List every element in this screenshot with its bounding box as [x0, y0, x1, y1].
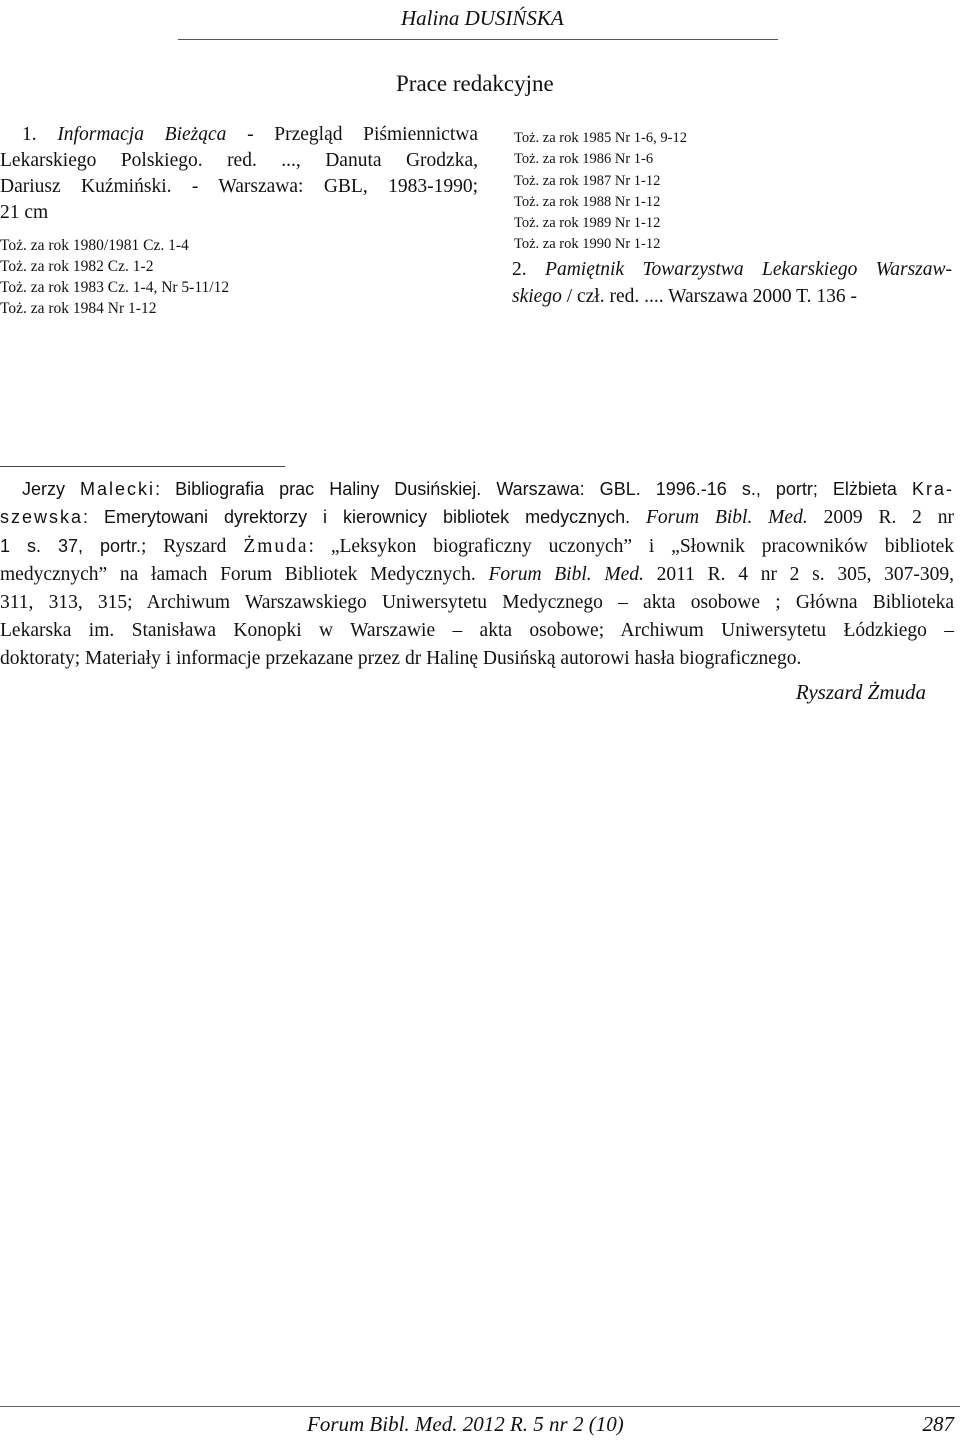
issue-item: Toż. za rok 1985 Nr 1-6, 9-12 — [514, 130, 687, 146]
author-first: Jerzy — [22, 479, 66, 499]
author-last: Kra- — [911, 479, 954, 499]
right-column — [512, 128, 952, 307]
entry-2-number: 2. — [512, 259, 527, 280]
entry-2-line-2 — [512, 283, 952, 310]
entry-1-line-3: Dariusz Kuźmiński. - Warszawa: GBL, 1983-1990; — [0, 176, 478, 197]
issue-item: Toż. za rok 1987 Nr 1-12 — [514, 172, 661, 189]
running-head: Halina DUSIŃSKA — [401, 6, 564, 30]
entry-1-line-1 — [0, 122, 478, 148]
footnote-line-5: 311, 313, 315; Archiwum Warszawskiego Uniwersytetu Medycznego – akta osobowe ; Główna Biblioteka — [0, 592, 954, 613]
footnote-line-1 — [0, 475, 954, 503]
author-last: Malecki — [80, 479, 156, 499]
issue-item: Toż. za rok 1983 Cz. 1-4, Nr 5-11/12 — [0, 279, 230, 296]
entry-2-title-cont: skiego — [512, 286, 562, 307]
entry-2-line-1 — [512, 256, 952, 283]
issue-item: Toż. za rok 1986 Nr 1-6 — [514, 151, 654, 168]
page-number: 287 — [922, 1412, 954, 1436]
issue-item: Toż. za rok 1990 Nr 1-12 — [514, 236, 661, 253]
journal-name: Forum Bibl. Med. — [646, 507, 808, 528]
signature: Ryszard Żmuda — [795, 680, 926, 704]
footnote-line-2 — [0, 503, 954, 532]
footnote-text: : Bibliografia prac Haliny Dusińskiej. Warszawa: GBL. 1996.-16 s., portr; Elżbieta — [155, 479, 897, 499]
entry-2 — [512, 256, 952, 310]
header-rule — [178, 39, 778, 40]
footnote-line-4 — [0, 561, 954, 589]
footnote-text: 2011 R. 4 nr 2 s. 305, 307-309, — [656, 564, 955, 585]
entry-1-line-2: Lekarskiego Polskiego. red. ..., Danuta Grodzka, — [0, 150, 478, 171]
footnote-line-6: Lekarska im. Stanisława Konopki w Warszawie – akta osobowe; Archiwum Uniwersytetu Łódzkiego – — [0, 620, 954, 641]
footnote-text: 2009 R. 2 nr — [823, 507, 955, 528]
entry-2-rest: / czł. red. .... Warszawa 2000 T. 136 - — [566, 286, 858, 307]
issue-item: Toż. za rok 1988 Nr 1-12 — [514, 193, 661, 210]
footnote-text: : Emerytowani dyrektorzy i kierownicy bibliotek medycznych. — [83, 507, 631, 527]
entry-1-issues-right — [514, 128, 952, 256]
footnote-line-3 — [0, 532, 954, 561]
entry-1-description — [0, 122, 478, 226]
footnote-text: medycznych” na łamach Forum Bibliotek Medycznych. — [0, 564, 476, 585]
issue-item: Toż. za rok 1989 Nr 1-12 — [514, 215, 661, 232]
footer-rule — [0, 1406, 960, 1407]
issue-item: Toż. za rok 1982 Cz. 1-2 — [0, 258, 154, 275]
issue-item: Toż. za rok 1984 Nr 1-12 — [0, 300, 157, 317]
issue-item: Toż. za rok 1980/1981 Cz. 1-4 — [0, 237, 189, 254]
entry-1-issues-left — [0, 235, 229, 319]
entry-1-line-4: 21 cm — [0, 202, 49, 223]
author-last: Żmuda — [243, 536, 309, 557]
section-title: Prace redakcyjne — [396, 71, 554, 96]
entry-2-title: Pamiętnik Towarzystwa Lekarskiego Warszaw- — [545, 259, 952, 280]
footnote-sources — [0, 475, 954, 673]
footnote-line-7: doktoraty; Materiały i informacje przekazane przez dr Halinę Dusińską autorowi hasła biograficznego. — [0, 648, 802, 669]
footer-journal: Forum Bibl. Med. 2012 R. 5 nr 2 (10) — [307, 1412, 624, 1436]
author-first: ; Ryszard — [141, 536, 227, 557]
footnote-text: : „Leksykon biograficzny uczonych” i „Słownik pracowników bibliotek — [308, 536, 955, 557]
entry-1-title: Informacja Bieżąca — [57, 124, 227, 145]
footnote-text: 1 s. 37, portr. — [0, 536, 142, 556]
entry-1-number: 1. — [22, 124, 37, 145]
journal-name: Forum Bibl. Med. — [488, 564, 644, 585]
author-last: szewska — [0, 507, 84, 527]
entry-1-line-1-rest: - Przegląd Piśmiennictwa — [247, 124, 478, 145]
footnote-rule — [0, 466, 285, 467]
